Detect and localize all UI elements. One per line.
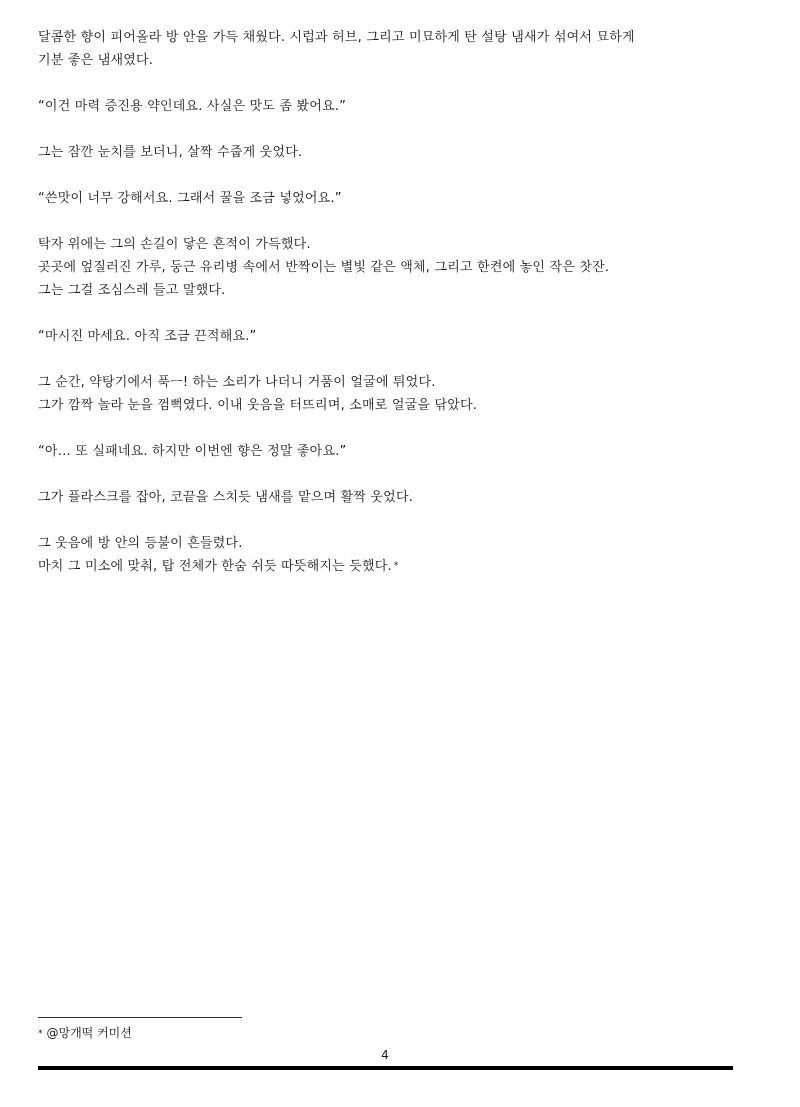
paragraph xyxy=(38,371,762,417)
text-line-content: 마치 그 미소에 맞춰, 탑 전체가 한숨 쉬듯 따뜻해지는 듯했다. xyxy=(38,559,392,574)
footnote-divider xyxy=(38,1017,242,1018)
page-number: 4 xyxy=(381,1048,389,1062)
text-line: 그 순간, 약탕기에서 푹ㅡ! 하는 소리가 나더니 거품이 얼굴에 튀었다. xyxy=(38,375,436,390)
story-text xyxy=(38,26,762,601)
text-line: “이건 마력 증진용 약인데요. 사실은 맛도 좀 봤어요.” xyxy=(38,99,347,114)
text-line: 그 웃음에 방 안의 등불이 흔들렸다. xyxy=(38,536,243,551)
paragraph xyxy=(38,95,762,118)
text-line: 곳곳에 엎질러진 가루, 둥근 유리병 속에서 반짝이는 별빛 같은 액체, 그리고 한켠에 놓인 작은 찻잔. xyxy=(38,260,610,275)
text-line: “쓴맛이 너무 강해서요. 그래서 꿀을 조금 넣었어요.” xyxy=(38,191,342,206)
text-line: 탁자 위에는 그의 손길이 닿은 흔적이 가득했다. xyxy=(38,237,311,252)
text-line xyxy=(38,555,762,578)
paragraph xyxy=(38,532,762,578)
paragraph xyxy=(38,26,762,72)
footnote-reference[interactable]: * xyxy=(393,561,399,571)
paragraph xyxy=(38,187,762,210)
text-line: 그가 플라스크를 잡아, 코끝을 스치듯 냄새를 맡으며 활짝 웃었다. xyxy=(38,490,414,505)
footnote xyxy=(38,1025,132,1042)
paragraph xyxy=(38,440,762,463)
paragraph xyxy=(38,486,762,509)
text-line: 그는 잠깐 눈치를 보더니, 살짝 수줍게 웃었다. xyxy=(38,145,303,160)
text-line: “아… 또 실패네요. 하지만 이번엔 향은 정말 좋아요.” xyxy=(38,444,347,459)
text-line: 그가 깜짝 놀라 눈을 껌뻑였다. 이내 웃음을 터뜨리며, 소매로 얼굴을 닦았다. xyxy=(38,398,478,413)
paragraph xyxy=(38,141,762,164)
text-line: 그는 그걸 조심스레 들고 말했다. xyxy=(38,283,226,298)
text-line: 달콤한 향이 피어올라 방 안을 가득 채웠다. 시럽과 허브, 그리고 미묘하게 탄 설탕 냄새가 섞여서 묘하게 xyxy=(38,30,635,45)
text-line: 기분 좋은 냄새였다. xyxy=(38,53,154,68)
footnote-text: @망개떡 커미션 xyxy=(46,1026,132,1040)
bottom-rule xyxy=(38,1066,733,1070)
paragraph xyxy=(38,325,762,348)
paragraph xyxy=(38,233,762,302)
text-line: “마시진 마세요. 아직 조금 끈적해요.” xyxy=(38,329,257,344)
footnote-marker: * xyxy=(38,1029,43,1039)
